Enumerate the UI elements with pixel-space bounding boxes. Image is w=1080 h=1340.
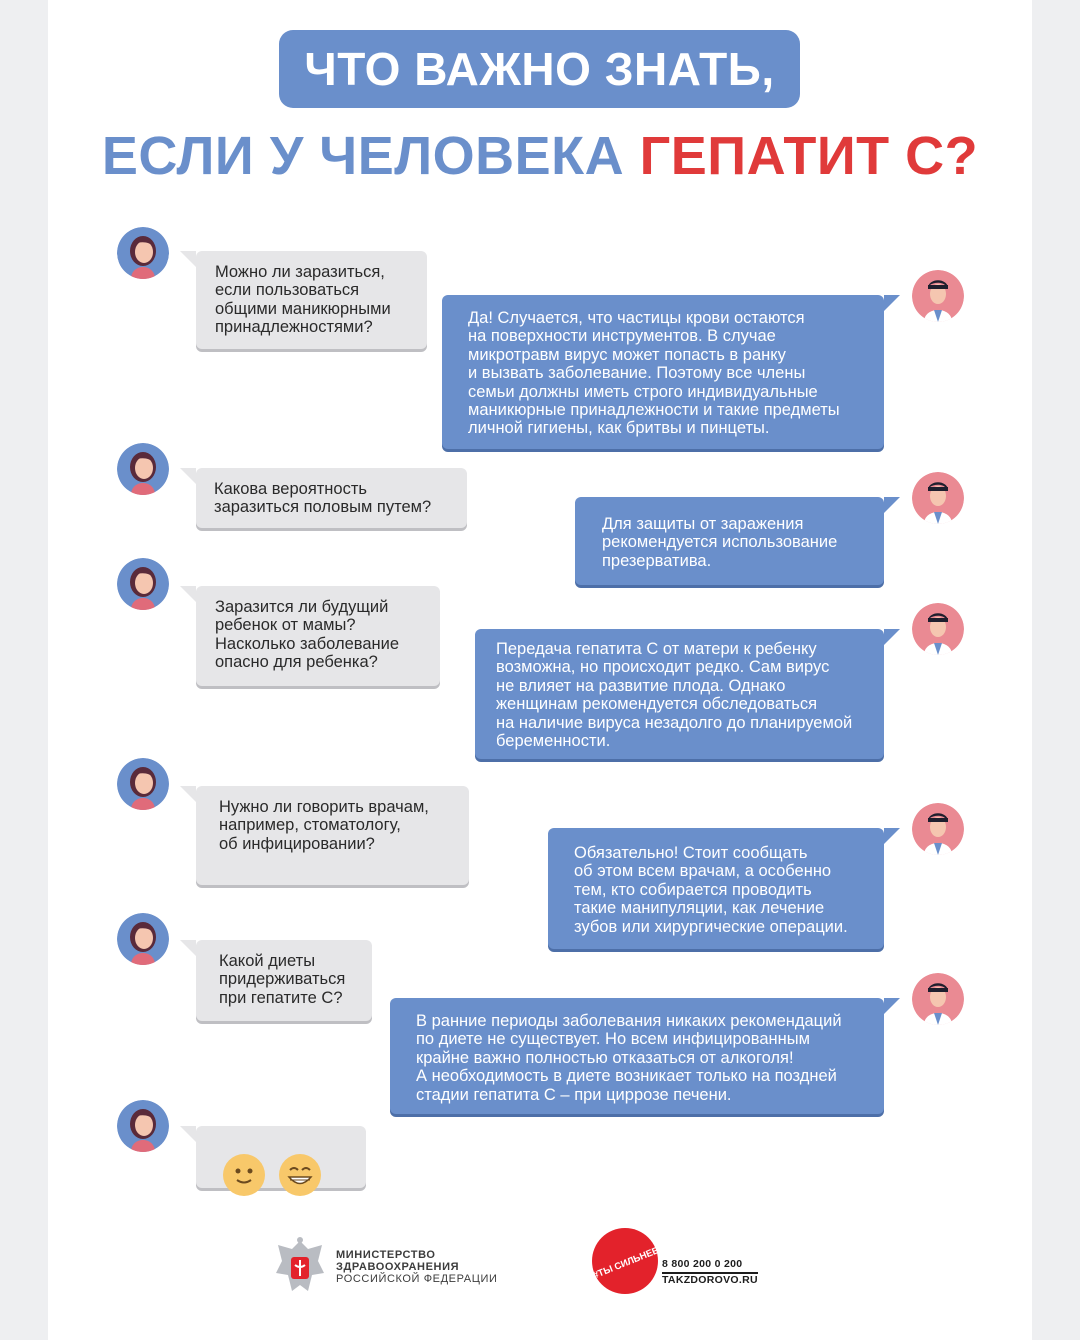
- hotline-phone: 8 800 200 0 200: [662, 1258, 758, 1274]
- campaign-badge: [592, 1228, 658, 1294]
- poster-subtitle: [0, 125, 1080, 187]
- campaign-contacts: [662, 1258, 758, 1287]
- question-bubble: Какой диеты придерживаться при гепатите С?: [196, 940, 372, 1021]
- answer-bubble: Да! Случается, что частицы крови остаются на поверхности инструментов. В случае микротравм вирус может попасть в ранку и вызвать заболевание. Поэтому все члены семьи должны иметь строго индивидуальные маникюрные принадлежности и такие предметы личной гигиены, как бритвы и пинцеты.: [442, 295, 884, 449]
- smile-emoji-icon: [223, 1154, 265, 1196]
- ministry-name: [336, 1249, 497, 1285]
- patient-avatar-icon: [117, 1100, 169, 1152]
- subtitle-red-part: ГЕПАТИТ С?: [639, 126, 979, 186]
- question-bubble: Заразится ли будущий ребенок от мамы? Насколько заболевание опасно для ребенка?: [196, 586, 440, 686]
- subtitle-blue-part: ЕСЛИ У ЧЕЛОВЕКА: [101, 126, 640, 186]
- doctor-avatar-icon: [912, 803, 964, 855]
- ministry-line: МИНИСТЕРСТВО: [336, 1249, 436, 1261]
- question-bubble: Нужно ли говорить врачам, например, стоматологу, об инфицировании?: [196, 786, 469, 885]
- campaign-badge-text: #ТЫ СИЛЬНЕЕ: [592, 1245, 658, 1282]
- patient-avatar-icon: [117, 558, 169, 610]
- grin-emoji-icon: [279, 1154, 321, 1196]
- answer-bubble: Для защиты от заражения рекомендуется использование презерватива.: [575, 497, 884, 585]
- doctor-avatar-icon: [912, 270, 964, 322]
- poster-title: ЧТО ВАЖНО ЗНАТЬ,: [279, 30, 800, 108]
- patient-avatar-icon: [117, 913, 169, 965]
- doctor-avatar-icon: [912, 472, 964, 524]
- emoji-bubble: [196, 1126, 366, 1188]
- doctor-avatar-icon: [912, 603, 964, 655]
- campaign-logo: [592, 1228, 772, 1298]
- question-bubble: Какова вероятность заразиться половым путем?: [196, 468, 467, 528]
- ministry-line: ЗДРАВООХРАНЕНИЯ: [336, 1261, 460, 1273]
- answer-bubble: Передача гепатита С от матери к ребенку возможна, но происходит редко. Сам вирус не влияет на развитие плода. Однако женщинам рекомендуется обследоваться на наличие вируса незадолго до планируемой беременности.: [475, 629, 884, 759]
- answer-bubble: В ранние периоды заболевания никаких рекомендаций по диете не существует. Но всем инфицированным крайне важно полностью отказаться от алкоголя! А необходимость в диете возникает только на поздней стадии гепатита С – при циррозе печени.: [390, 998, 884, 1114]
- answer-bubble: Обязательно! Стоит сообщать об этом всем врачам, а особенно тем, кто собирается проводить такие манипуляции, как лечение зубов или хирургические операции.: [548, 828, 884, 949]
- ministry-emblem-icon: [272, 1235, 328, 1299]
- patient-avatar-icon: [117, 758, 169, 810]
- patient-avatar-icon: [117, 443, 169, 495]
- doctor-avatar-icon: [912, 973, 964, 1025]
- ministry-line: РОССИЙСКОЙ ФЕДЕРАЦИИ: [336, 1273, 498, 1285]
- campaign-website[interactable]: TAKZDOROVO.RU: [662, 1274, 758, 1286]
- question-bubble: Можно ли заразиться, если пользоваться общими маникюрными принадлежностями?: [196, 251, 427, 349]
- ministry-logo: [272, 1235, 532, 1299]
- patient-avatar-icon: [117, 227, 169, 279]
